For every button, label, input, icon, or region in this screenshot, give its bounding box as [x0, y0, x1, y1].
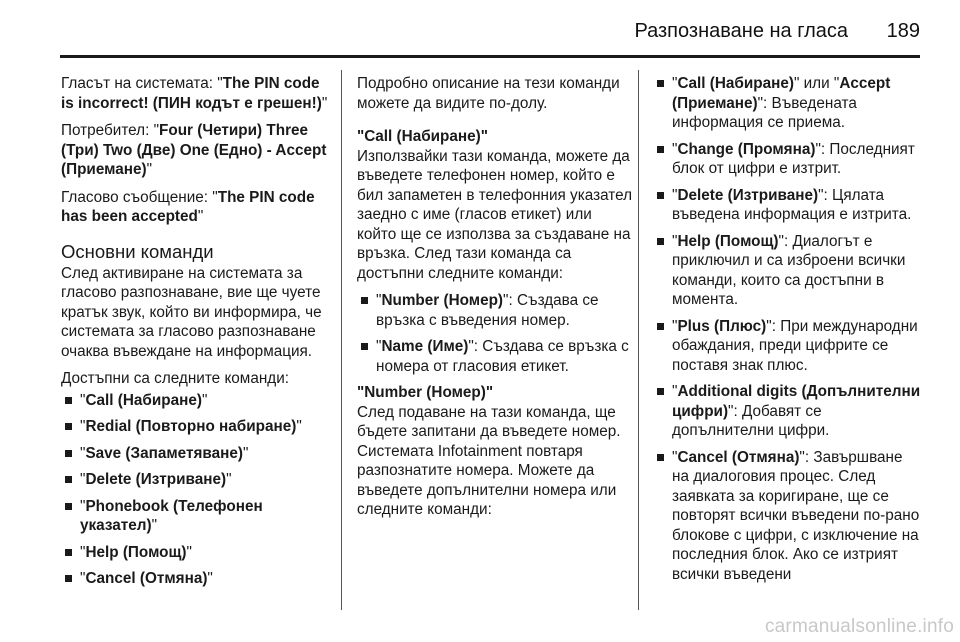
list-item: "Cancel (Отмяна)": [61, 569, 331, 589]
page-number: 189: [886, 20, 920, 42]
available-commands-text: Достъпни са следните команди:: [61, 370, 290, 387]
intro-paragraph: Подробно описание на тези команди можете да видите по-долу.: [357, 75, 620, 112]
list-item: "Phonebook (Телефонен указател)": [61, 497, 331, 536]
call-subcommands: [357, 291, 635, 376]
voice-message-paragraph: Гласово съобщение: "The PIN code has been accepted": [61, 188, 315, 225]
section-heading: Основни команди: [61, 240, 214, 262]
column-divider: [638, 70, 639, 610]
list-item: "Delete (Изтриване)": [61, 470, 331, 490]
list-item: "Redial (Повторно набиране)": [61, 417, 331, 437]
system-message-paragraph: Гласът на системата: "The PIN code is incorrect! (ПИН кодът е грешен!)": [61, 75, 328, 112]
list-item: "Help (Помощ)": [61, 543, 331, 563]
column-divider: [341, 70, 342, 610]
column-2: [357, 74, 635, 528]
column-1: [61, 74, 331, 596]
list-item: "Change (Промяна)": Последният блок от цифри е изтрит.: [653, 140, 923, 179]
list-item: "Help (Помощ)": Диалогът е приключил и са изброени всички команди, които са достъпни в момента.: [653, 232, 923, 310]
watermark: carmanualsonline.info: [764, 616, 954, 637]
list-item: "Save (Запаметяване)": [61, 444, 331, 464]
number-description: След подаване на тази команда, ще бъдете запитани да въведете номер. Системата Infotainment повтаря разпознатите номера. Можете да въведете допълнителни номера или следните команди:: [357, 403, 621, 518]
list-item: "Number (Номер)": Създава се връзка с въведения номер.: [357, 291, 635, 330]
list-item: "Call (Набиране)" или "Accept (Приемане)": Въведената информация се приема.: [653, 74, 923, 133]
user-paragraph: Потребител: "Four (Четири) Three (Три) Two (Две) One (Едно) - Accept (Приемане)": [61, 122, 327, 178]
intro-paragraph: След активиране на системата за гласово разпознаване, вие ще чуете кратък звук, който ви информира, че системата за гласово разпознаване очаква въвеждане на информация.: [61, 264, 322, 360]
list-item: "Delete (Изтриване)": Цялата въведена информация е изтрита.: [653, 186, 923, 225]
page-header: [0, 0, 960, 58]
number-subheading: "Number (Номер)": [357, 384, 494, 401]
list-item: "Plus (Плюс)": При международни обаждания, преди цифрите се поставя знак плюс.: [653, 317, 923, 376]
list-item: "Cancel (Отмяна)": Завършване на диалоговия процес. След заявката за коригиране, ще се повторят всички въведени по-рано блокове с цифри, с изключение на последния блок. Ако се изтрият всички въведени: [653, 448, 923, 585]
list-item: "Name (Име)": Създава се връзка с номера от гласовия етикет.: [357, 337, 635, 376]
header-rule: [60, 55, 920, 58]
list-item: "Additional digits (Допълнителни цифри)": Добавят се допълнителни цифри.: [653, 382, 923, 441]
command-list: [61, 391, 331, 589]
call-description: Използвайки тази команда, можете да въведете телефонен номер, който е бил запаметен в телефонния указател заедно с име (гласов етикет) или който ще се използва за създаване на връзка. След тази команда са достъпни следните команди:: [357, 147, 633, 282]
list-item: "Call (Набиране)": [61, 391, 331, 411]
number-subcommands: [653, 74, 923, 584]
header-title: Разпознаване на гласа: [634, 20, 848, 42]
call-subheading: "Call (Набиране)": [357, 128, 489, 145]
column-3: [653, 74, 923, 591]
